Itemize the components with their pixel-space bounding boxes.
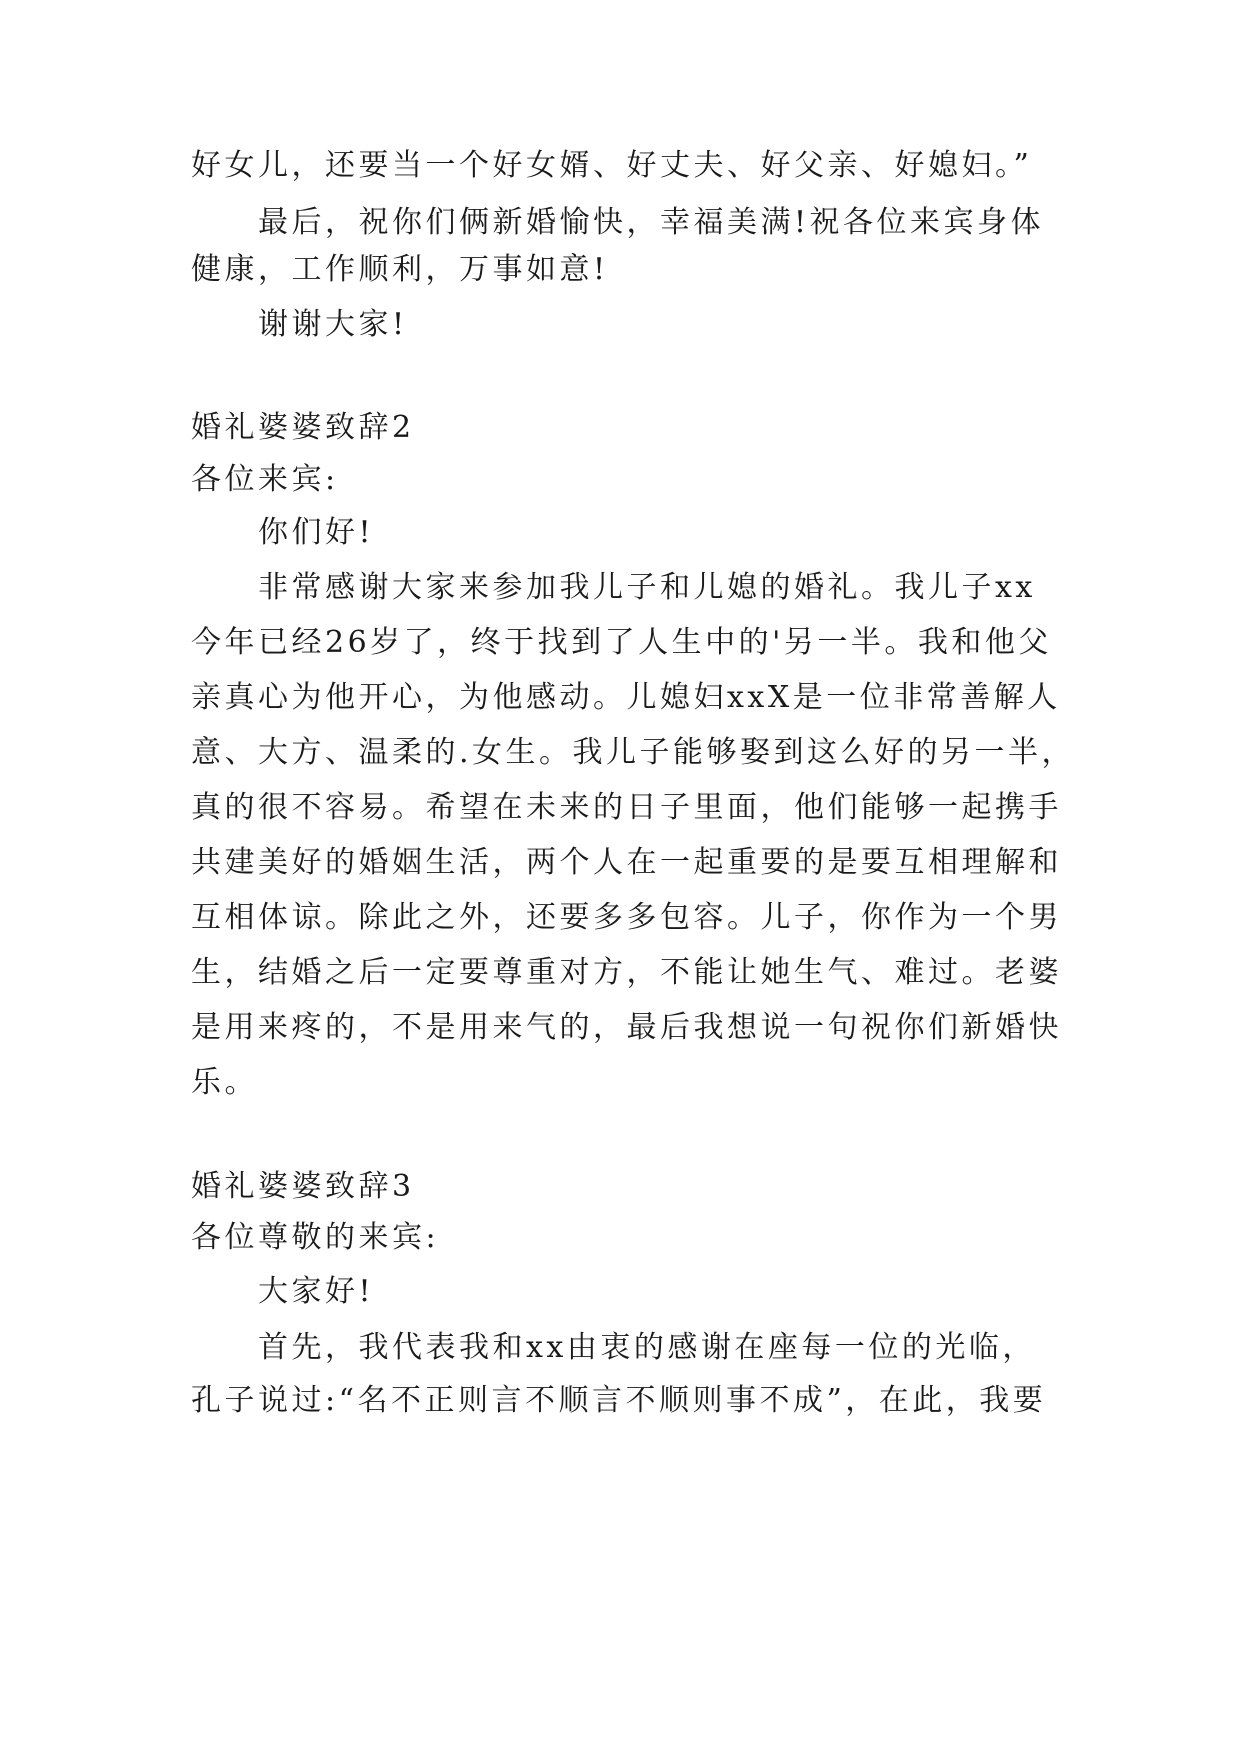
body-line: 好女儿，还要当一个好女婿、好丈夫、好父亲、好媳妇。” (191, 148, 1033, 183)
body-line: 首先，我代表我和xx由衷的感谢在座每一位的光临， (258, 1330, 1036, 1365)
body-line: 孔子说过:“名不正则言不顺言不顺则事不成”，在此，我要 (191, 1383, 1047, 1418)
body-line: 亲真心为他开心，为他感动。儿媳妇xxX是一位非常善解人 (191, 680, 1061, 715)
body-line: 意、大方、温柔的.女生。我儿子能够娶到这么好的另一半， (191, 735, 1076, 770)
body-line: 互相体谅。除此之外，还要多多包容。儿子，你作为一个男 (191, 900, 1062, 935)
body-line: 生，结婚之后一定要尊重对方，不能让她生气、难过。老婆 (191, 955, 1062, 990)
greeting: 大家好! (258, 1274, 375, 1309)
body-line: 非常感谢大家来参加我儿子和儿媳的婚礼。我儿子xx (258, 570, 1036, 605)
body-line: 最后，祝你们俩新婚愉快，幸福美满!祝各位来宾身体 (258, 205, 1045, 240)
greeting: 你们好! (258, 515, 375, 550)
body-line: 共建美好的婚姻生活，两个人在一起重要的是要互相理解和 (191, 845, 1062, 880)
body-line: 谢谢大家! (258, 307, 408, 342)
body-line: 是用来疼的，不是用来气的，最后我想说一句祝你们新婚快 (191, 1010, 1062, 1045)
section-heading: 婚礼婆婆致辞2 (191, 410, 415, 445)
body-line: 今年已经26岁了，终于找到了人生中的'另一半。我和他父 (191, 625, 1052, 660)
body-line: 真的很不容易。希望在未来的日子里面，他们能够一起携手 (191, 790, 1062, 825)
salutation: 各位来宾: (191, 462, 339, 497)
section-heading: 婚礼婆婆致辞3 (191, 1169, 415, 1204)
body-line: 健康，工作顺利，万事如意! (191, 252, 609, 287)
salutation: 各位尊敬的来宾: (191, 1220, 440, 1255)
body-line: 乐。 (191, 1065, 258, 1100)
